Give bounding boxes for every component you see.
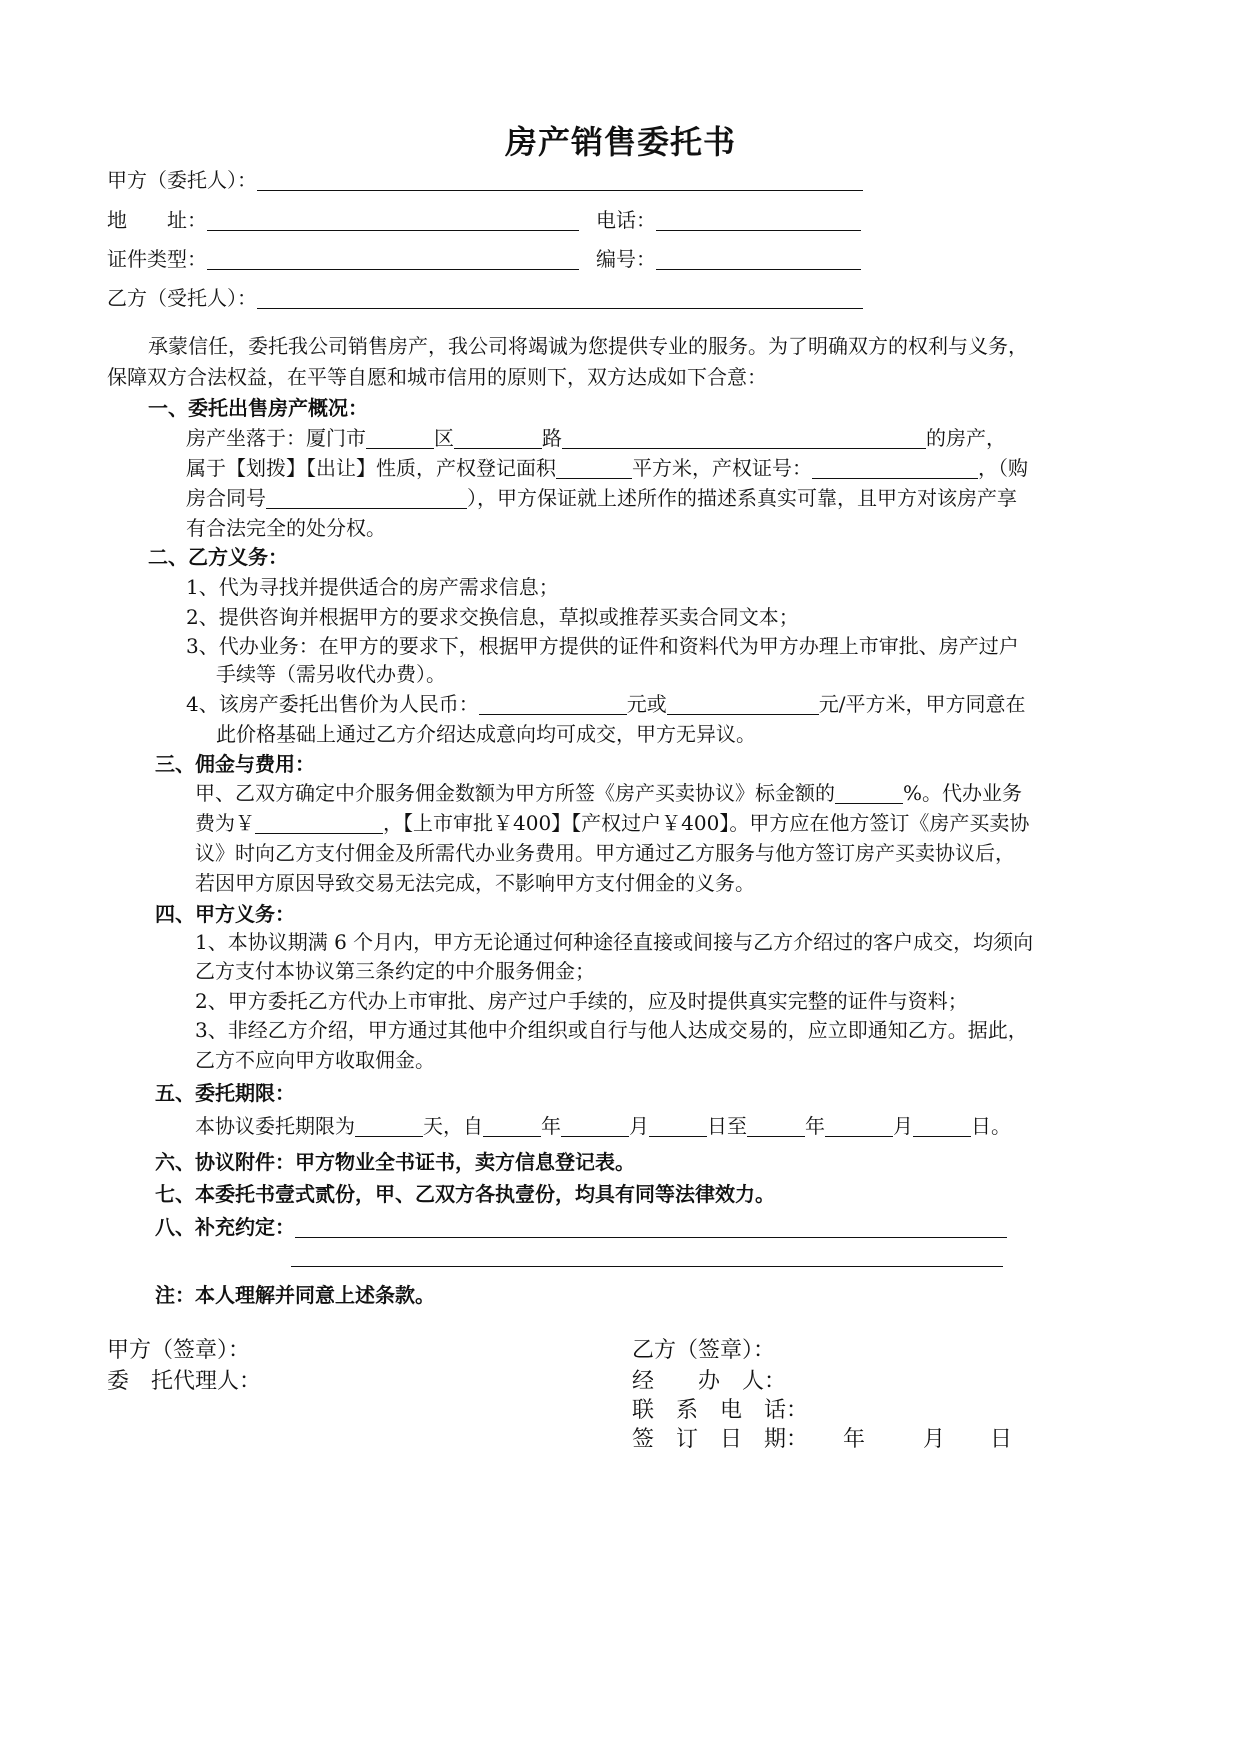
section-1-line-3 bbox=[186, 486, 1017, 510]
address-field[interactable] bbox=[207, 210, 579, 231]
start-month-text: 月 bbox=[629, 1114, 649, 1138]
section-8 bbox=[155, 1215, 1007, 1239]
party-b-phone: 联 系 电 话： bbox=[632, 1398, 809, 1423]
section-2-item-2: 2、提供咨询并根据甲方的要求交换信息，草拟或推荐买卖合同文本； bbox=[186, 605, 799, 629]
sign-day: 日 bbox=[990, 1427, 1013, 1452]
section-5-heading: 五、委托期限： bbox=[155, 1081, 295, 1105]
area-unit-text: 平方米，产权证号： bbox=[632, 456, 812, 480]
party-b-seal: 乙方（签章）： bbox=[632, 1338, 776, 1363]
price-unit-text: 元/平方米，甲方同意在 bbox=[818, 692, 1026, 716]
section-2-heading: 二、乙方义务： bbox=[148, 545, 288, 569]
section-3-line-4: 若因甲方原因导致交易无法完成，不影响甲方支付佣金的义务。 bbox=[195, 871, 755, 895]
section-5-line bbox=[195, 1114, 1011, 1138]
start-day-text: 日至 bbox=[707, 1114, 747, 1138]
price-or-text: 元或 bbox=[626, 692, 667, 716]
address-row bbox=[107, 208, 579, 232]
end-year-text: 年 bbox=[805, 1114, 825, 1138]
certificate-field[interactable] bbox=[812, 458, 978, 479]
start-day-field[interactable] bbox=[649, 1116, 707, 1137]
price-unit-field[interactable] bbox=[667, 694, 819, 715]
guarantee-text: ），甲方保证就上述所作的描述系真实可靠，且甲方对该房产享 bbox=[467, 486, 1017, 510]
party-a-seal: 甲方（签章）： bbox=[107, 1338, 251, 1363]
sign-month: 月 bbox=[923, 1427, 946, 1452]
party-b-field[interactable] bbox=[257, 288, 863, 309]
intro-line-1: 承蒙信任，委托我公司销售房产，我公司将竭诚为您提供专业的服务。为了明确双方的权利与义务， bbox=[148, 334, 1028, 358]
term-days-field[interactable] bbox=[355, 1116, 423, 1137]
intro-line-2: 保障双方合法权益，在平等自愿和城市信用的原则下，双方达成如下合意： bbox=[107, 365, 767, 389]
supplement-field-1[interactable] bbox=[295, 1217, 1007, 1238]
section-4-item-3a: 3、非经乙方介绍，甲方通过其他中介组织或自行与他人达成交易的，应立即通知乙方。据此， bbox=[195, 1018, 1028, 1042]
term-from-text: 天，自 bbox=[423, 1114, 483, 1138]
id-type-row bbox=[107, 247, 579, 271]
property-text: 的房产， bbox=[926, 426, 1006, 450]
start-year-field[interactable] bbox=[483, 1116, 541, 1137]
section-3-line-3: 议》时向乙方支付佣金及所需代办业务费用。甲方通过乙方服务与他方签订房产买卖协议后， bbox=[195, 841, 1015, 865]
section-7: 七、本委托书壹式贰份，甲、乙双方各执壹份，均具有同等法律效力。 bbox=[155, 1182, 775, 1206]
section-6: 六、协议附件：甲方物业全书证书，卖方信息登记表。 bbox=[155, 1150, 635, 1174]
party-a-agent: 委 托代理人： bbox=[107, 1369, 262, 1394]
property-field[interactable] bbox=[562, 428, 926, 449]
section-2-item-3b: 手续等（需另收代办费）。 bbox=[216, 662, 446, 686]
fee-detail-text: ，【上市审批￥400】【产权过户￥400】。甲方应在他方签订《房产买卖协 bbox=[383, 811, 1030, 835]
location-text: 房产坐落于：厦门市 bbox=[186, 426, 366, 450]
sign-date-label: 签 订 日 期： bbox=[632, 1427, 809, 1452]
page-title: 房产销售委托书 bbox=[504, 123, 736, 161]
section-4-item-1a: 1、本协议期满 6 个月内，甲方无论通过何种途径直接或间接与乙方介绍过的客户成交，均须向 bbox=[195, 930, 1034, 954]
party-b-row bbox=[107, 286, 863, 310]
id-number-row bbox=[596, 247, 861, 271]
end-month-text: 月 bbox=[893, 1114, 913, 1138]
price-text: 4、该房产委托出售价为人民币： bbox=[186, 692, 479, 716]
id-type-field[interactable] bbox=[207, 249, 579, 270]
section-4-item-2: 2、甲方委托乙方代办上市审批、房产过户手续的，应及时提供真实完整的证件与资料； bbox=[195, 989, 968, 1013]
commission-rate-text: %。代办业务 bbox=[903, 781, 1023, 805]
party-b-handler: 经 办 人： bbox=[632, 1369, 787, 1394]
phone-label: 电话： bbox=[596, 208, 656, 232]
section-1-line-2 bbox=[186, 456, 1028, 480]
phone-field[interactable] bbox=[656, 210, 861, 231]
fee-field[interactable] bbox=[255, 813, 383, 834]
term-text: 本协议委托期限为 bbox=[195, 1114, 355, 1138]
party-b-label: 乙方（受托人）： bbox=[107, 286, 257, 310]
address-label: 地 址： bbox=[107, 208, 207, 232]
supplement-label: 八、补充约定： bbox=[155, 1215, 295, 1239]
section-4-heading: 四、甲方义务： bbox=[155, 902, 295, 926]
road-text: 路 bbox=[542, 426, 562, 450]
id-number-field[interactable] bbox=[656, 249, 861, 270]
section-2-item-3a: 3、代办业务：在甲方的要求下，根据甲方提供的证件和资料代为甲方办理上市审批、房产过户 bbox=[186, 634, 1019, 658]
fee-text: 费为￥ bbox=[195, 811, 255, 835]
phone-row bbox=[596, 208, 861, 232]
end-day-field[interactable] bbox=[913, 1116, 971, 1137]
section-2-item-1: 1、代为寻找并提供适合的房产需求信息； bbox=[186, 575, 559, 599]
party-a-label: 甲方（委托人）： bbox=[107, 168, 257, 192]
end-month-field[interactable] bbox=[825, 1116, 893, 1137]
section-3-line-2 bbox=[195, 811, 1029, 835]
end-day-text: 日。 bbox=[971, 1114, 1011, 1138]
section-3-line-1 bbox=[195, 781, 1022, 805]
purchase-text: ，（购 bbox=[978, 456, 1028, 480]
id-type-label: 证件类型： bbox=[107, 247, 207, 271]
commission-rate-field[interactable] bbox=[835, 783, 903, 804]
section-4-item-1b: 乙方支付本协议第三条约定的中介服务佣金； bbox=[195, 959, 595, 983]
nature-text: 属于【划拨】【出让】性质，产权登记面积 bbox=[186, 456, 556, 480]
section-1-line-4: 有合法完全的处分权。 bbox=[186, 516, 386, 540]
price-total-field[interactable] bbox=[479, 694, 627, 715]
contract-no-text: 房合同号 bbox=[186, 486, 266, 510]
contract-no-field[interactable] bbox=[266, 488, 467, 509]
supplement-field-2[interactable] bbox=[291, 1266, 1003, 1267]
road-field[interactable] bbox=[454, 428, 542, 449]
district-text: 区 bbox=[434, 426, 454, 450]
id-number-label: 编号： bbox=[596, 247, 656, 271]
start-year-text: 年 bbox=[541, 1114, 561, 1138]
district-field[interactable] bbox=[366, 428, 434, 449]
end-year-field[interactable] bbox=[747, 1116, 805, 1137]
section-4-item-3b: 乙方不应向甲方收取佣金。 bbox=[195, 1048, 435, 1072]
commission-text: 甲、乙双方确定中介服务佣金数额为甲方所签《房产买卖协议》标金额的 bbox=[195, 781, 835, 805]
party-a-row bbox=[107, 168, 863, 192]
party-a-field[interactable] bbox=[257, 170, 863, 191]
start-month-field[interactable] bbox=[561, 1116, 629, 1137]
section-1-heading: 一、委托出售房产概况： bbox=[148, 396, 368, 420]
section-1-line-1 bbox=[186, 426, 1006, 450]
agreement-note: 注：本人理解并同意上述条款。 bbox=[155, 1283, 435, 1307]
section-3-heading: 三、佣金与费用： bbox=[155, 752, 315, 776]
area-field[interactable] bbox=[556, 458, 632, 479]
section-2-item-4a bbox=[186, 692, 1025, 716]
section-2-item-4b: 此价格基础上通过乙方介绍达成意向均可成交，甲方无异议。 bbox=[216, 722, 756, 746]
sign-year: 年 bbox=[843, 1427, 866, 1452]
